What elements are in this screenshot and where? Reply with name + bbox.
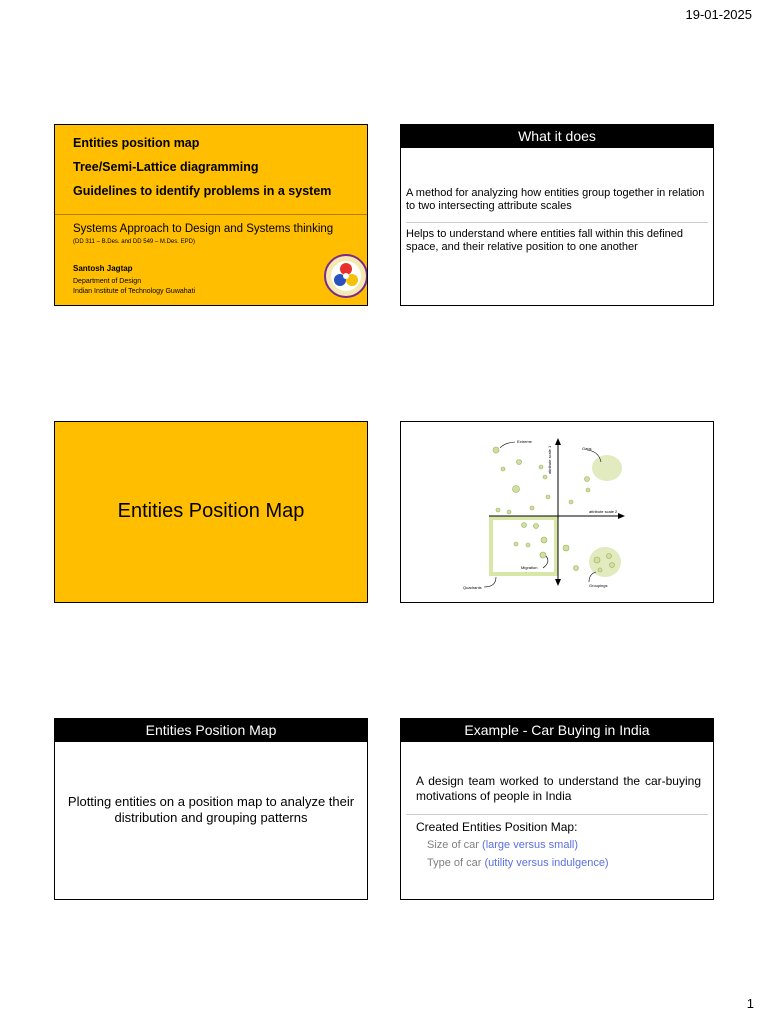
axis-arrow-down <box>555 579 561 586</box>
institute-logo-icon <box>323 253 368 299</box>
entity-dot <box>539 465 543 469</box>
axis-arrow-right <box>618 513 625 519</box>
entity-dot <box>541 537 547 543</box>
extreme-arrow <box>500 442 515 448</box>
slide-title <box>54 124 368 306</box>
entity-dot <box>501 467 505 471</box>
entity-dot <box>569 500 573 504</box>
entity-dot <box>496 508 500 512</box>
page-number: 1 <box>746 996 754 1011</box>
entity-dot <box>507 510 511 514</box>
slide-entities-position-map <box>54 718 368 900</box>
label-extreme: Extreme <box>517 439 532 444</box>
label-attribute-scale-1: attribute scale 1 <box>547 445 552 474</box>
slide-car-buying-example <box>400 718 714 900</box>
entity-dot <box>540 552 546 558</box>
entity-dot <box>585 477 590 482</box>
bullet-detail: (large versus small) <box>482 839 578 851</box>
entity-dot <box>574 566 579 571</box>
grouping-area <box>589 547 621 577</box>
annotation-arrows <box>484 442 601 587</box>
slide-position-map-diagram <box>400 421 714 603</box>
entity-dot <box>517 460 522 465</box>
bullet-label: Type of car <box>427 857 485 869</box>
title-line-3: Guidelines to identify problems in a system <box>73 184 332 198</box>
paragraph-1: A method for analyzing how entities group together in relation to two intersecting attribute scales <box>406 187 705 212</box>
title-line-2: Tree/Semi-Lattice diagramming <box>73 160 259 174</box>
title-divider <box>55 214 367 215</box>
entity-dot <box>526 543 530 547</box>
entity-dot <box>543 475 547 479</box>
label-groupings: Groupings <box>589 583 608 588</box>
slide-header: Example - Car Buying in India <box>401 719 713 742</box>
entity-dot <box>594 557 600 563</box>
gap-area <box>592 455 622 481</box>
label-migration: Migration <box>521 565 538 570</box>
entity-dot <box>610 563 615 568</box>
entity-dot <box>514 542 518 546</box>
label-quadrants: Quadrants <box>463 585 482 590</box>
quadrants-arrow <box>484 577 496 587</box>
course-codes: (DD 311 – B.Des. and DD 549 – M.Des. EPD) <box>73 239 195 245</box>
divider <box>406 222 708 223</box>
bullet-label: Size of car <box>427 839 483 851</box>
entity-dot <box>607 554 612 559</box>
bullet-size-of-car <box>427 839 578 851</box>
entity-dot <box>493 447 499 453</box>
position-map-diagram <box>401 422 713 602</box>
entity-dot <box>586 488 590 492</box>
entity-dot <box>546 495 550 499</box>
label-gaps: Gaps <box>582 446 592 451</box>
slide-body: Plotting entities on a position map to analyze their distribution and grouping patterns <box>67 794 355 825</box>
title-list <box>55 125 367 198</box>
label-attribute-scale-2: attribute scale 2 <box>589 509 618 514</box>
slide-section-title <box>54 421 368 603</box>
slide-what-it-does <box>400 124 714 306</box>
print-date: 19-01-2025 <box>685 7 752 22</box>
entity-dot <box>534 524 539 529</box>
entity-dot <box>522 523 527 528</box>
slide-header: Entities Position Map <box>55 719 367 742</box>
bullet-detail: (utility versus indulgence) <box>484 857 609 869</box>
entity-dot <box>513 486 520 493</box>
entity-dot <box>563 545 569 551</box>
paragraph-1: A design team worked to understand the car-buying motivations of people in India <box>416 774 701 803</box>
department: Department of Design <box>73 278 142 285</box>
institute: Indian Institute of Technology Guwahati <box>73 288 196 295</box>
author-name: Santosh Jagtap <box>73 264 133 273</box>
paragraph-2: Created Entities Position Map: <box>416 820 578 834</box>
bullet-type-of-car <box>427 857 609 869</box>
title-line-1: Entities position map <box>73 136 200 150</box>
divider <box>406 814 708 815</box>
axis-arrow-up <box>555 438 561 445</box>
course-name: Systems Approach to Design and Systems thinking <box>73 223 334 235</box>
slide-header: What it does <box>401 125 713 148</box>
paragraph-2: Helps to understand where entities fall within this defined space, and their relative position to one another <box>406 228 683 253</box>
entity-dot <box>598 568 602 572</box>
entity-dot <box>530 506 534 510</box>
section-title: Entities Position Map <box>117 500 305 522</box>
